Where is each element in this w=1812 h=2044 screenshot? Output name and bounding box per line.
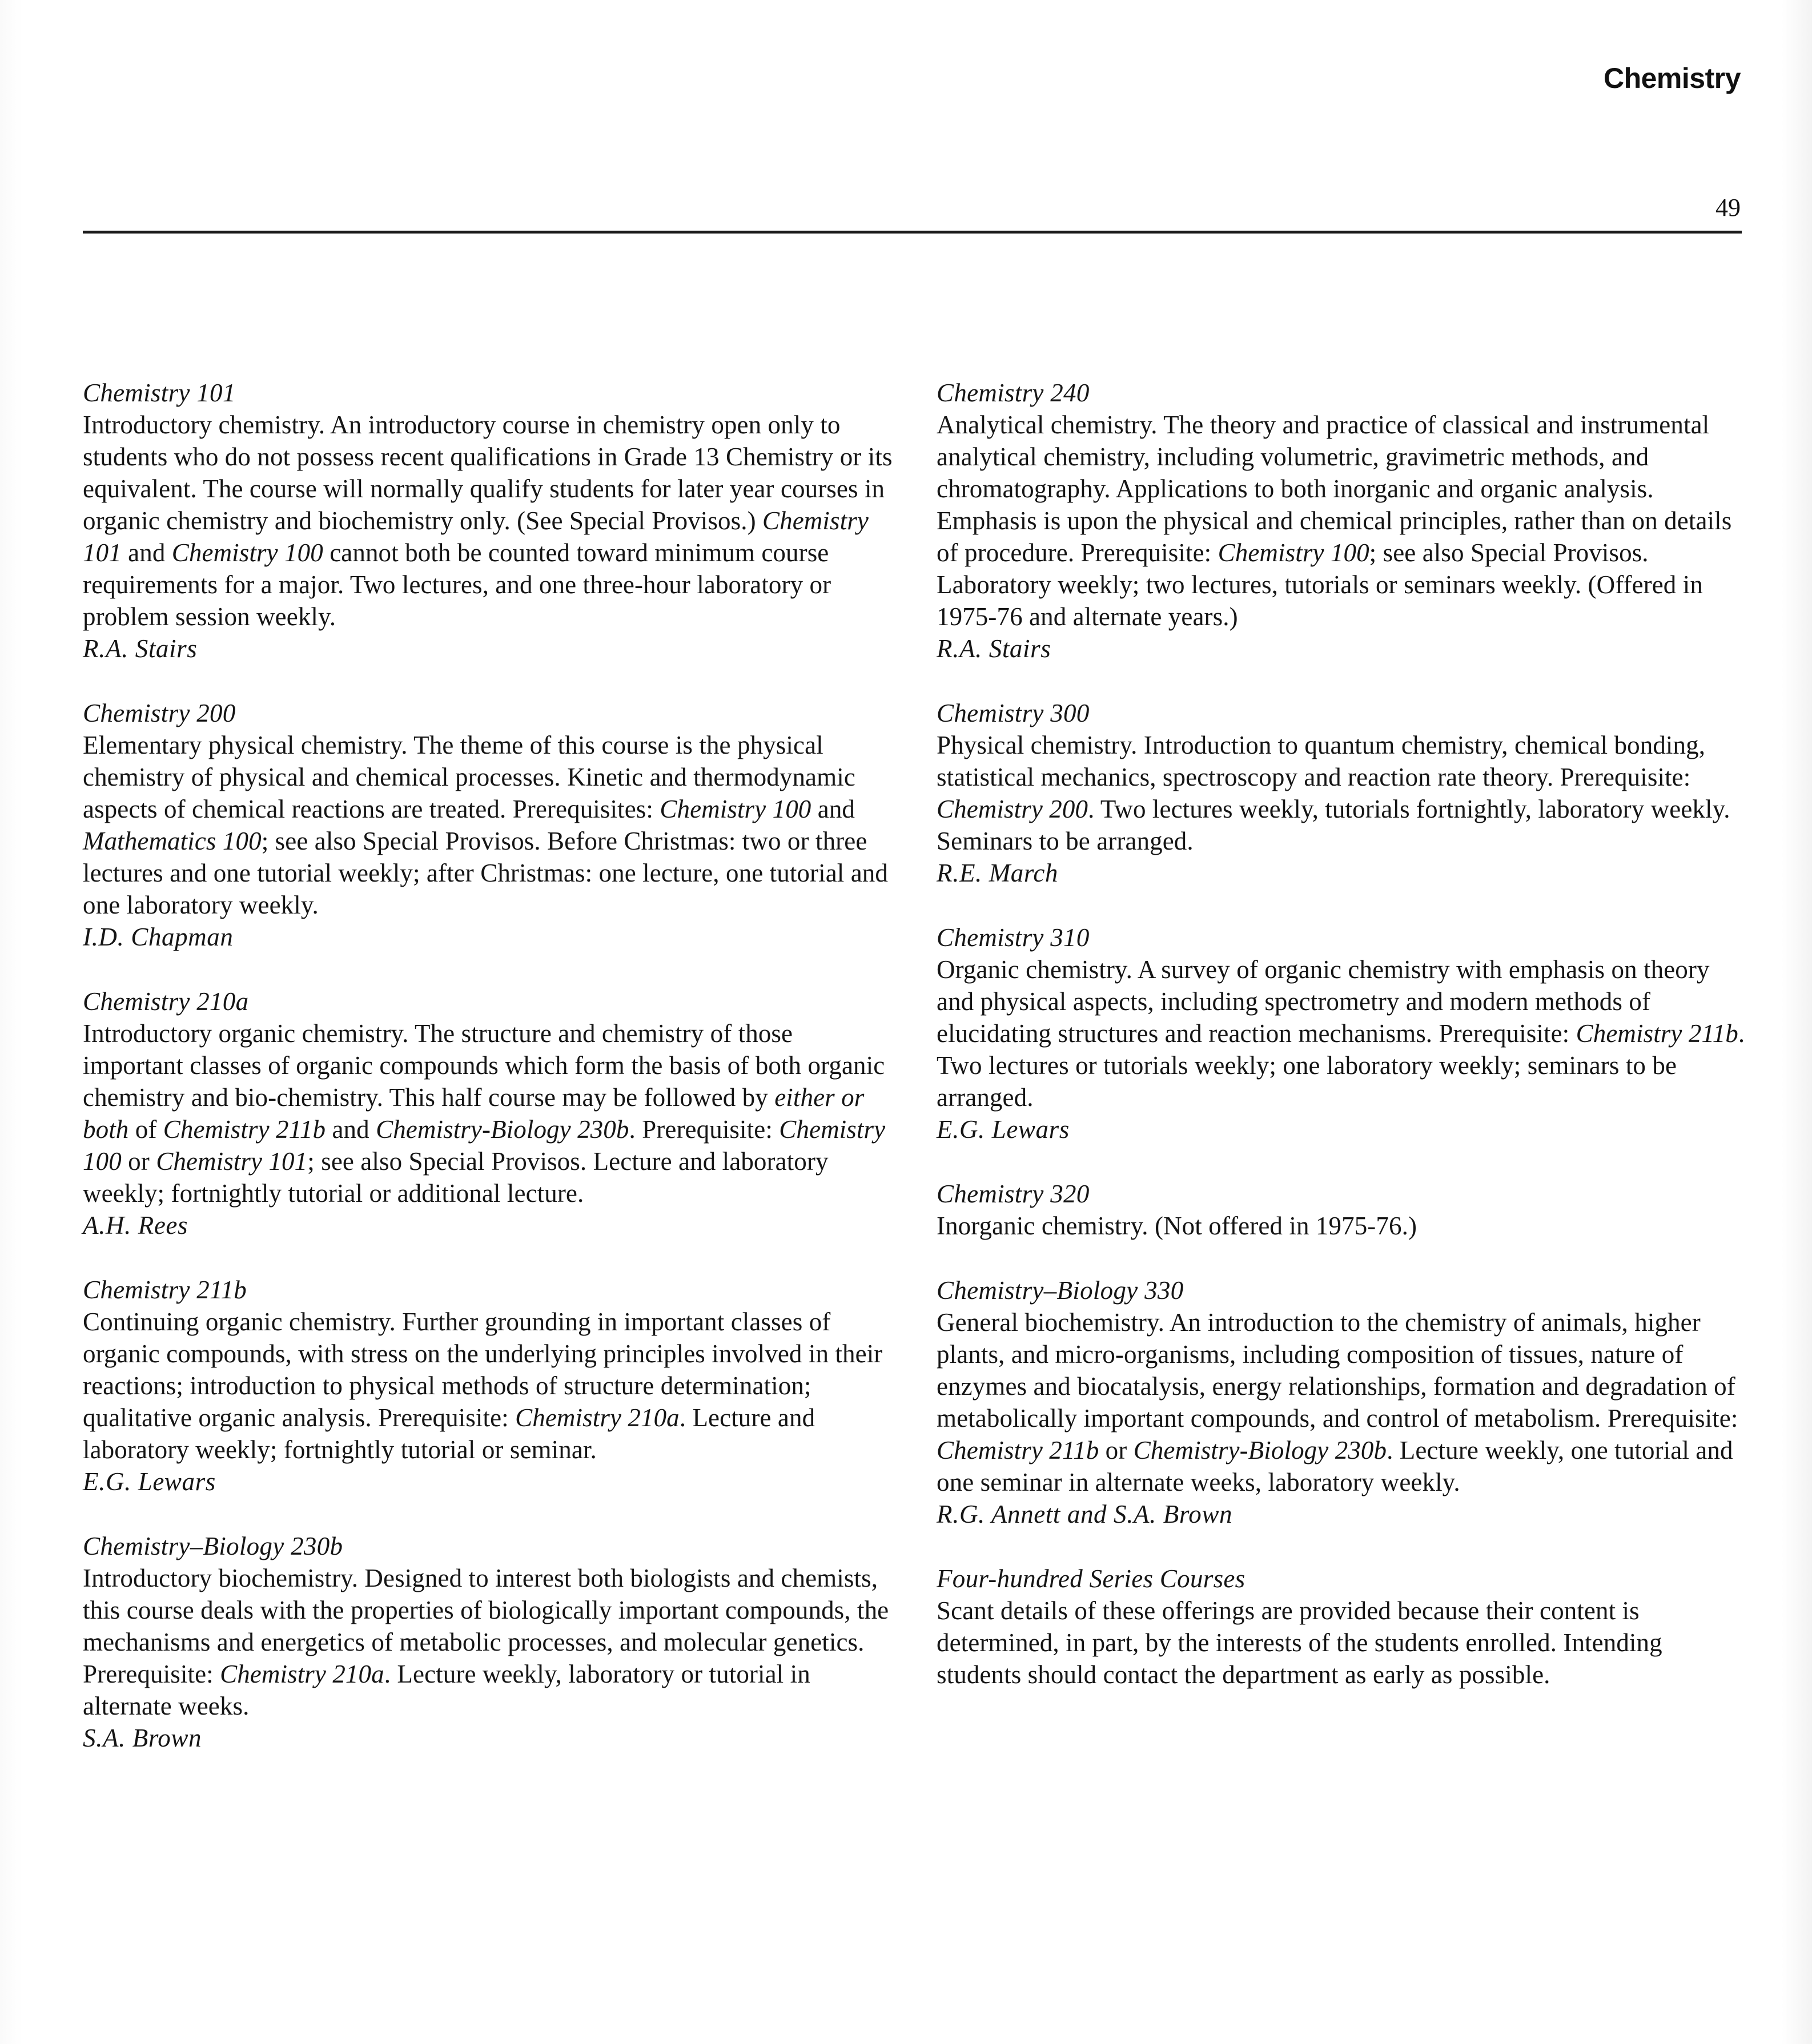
course-description (937, 1210, 1747, 1242)
description-text: Inorganic chemistry. (Not offered in 1975-76.) (937, 1212, 1417, 1240)
course-reference: Chemistry 211b (937, 1436, 1099, 1464)
right-column (937, 377, 1747, 1723)
course-reference: Chemistry 100 (83, 1115, 886, 1176)
description-text: ; see also Special Provisos. Before Christmas: two or three lectures and one tutorial weekly; after Christmas: one lecture, one tutorial and one laboratory weekly. (83, 827, 889, 919)
course-reference: Chemistry 100 (171, 538, 323, 567)
description-text: or (121, 1147, 156, 1176)
course-description (937, 1306, 1747, 1498)
course-reference: Chemistry 211b (1576, 1019, 1738, 1048)
description-text: Organic chemistry. A survey of organic chemistry with emphasis on theory and physical aspects, including spectrometry and modern methods of elucidating structures and reaction mechanisms. Prerequisite: (937, 955, 1710, 1048)
course-title: Chemistry 240 (937, 379, 1090, 407)
description-text: ; see also Special Provisos. Laboratory weekly; two lectures, tutorials or seminars weekly. (Offered in 1975-76 and alternate years.) (937, 538, 1703, 631)
course-instructor: R.A. Stairs (937, 634, 1051, 663)
description-text: Introductory biochemistry. Designed to interest both biologists and chemists, this course deals with the properties of biologically important compounds, the mechanisms and energetics of metabolic processes, and molecular genetics. Prerequisite: (83, 1564, 889, 1688)
course-title: Chemistry 200 (83, 699, 236, 727)
description-text: Introductory chemistry. An introductory course in chemistry open only to students who do not possess recent qualifications in Grade 13 Chemistry or its equivalent. The course will normally qualify students for later year courses in organic chemistry and biochemistry only. (See Special Provisos.) (83, 411, 893, 535)
description-text: Analytical chemistry. The theory and practice of classical and instrumental analytical chemistry, including volumetric, gravimetric methods, and chromatography. Applications to both inorganic and organic analysis. Emphasis is upon the physical and chemical principles, rather than on details of procedure. Prerequisite: (937, 411, 1732, 567)
description-text: . Lecture weekly, one tutorial and one seminar in alternate weeks, laboratory weekly. (937, 1436, 1733, 1496)
course-reference: Mathematics 100 (83, 827, 262, 855)
course-entry (83, 1530, 894, 1754)
course-description (83, 729, 894, 921)
course-description (83, 1306, 894, 1466)
description-text: of (128, 1115, 163, 1144)
course-instructor: E.G. Lewars (937, 1115, 1070, 1144)
course-instructor: R.A. Stairs (83, 634, 198, 663)
course-description (83, 1017, 894, 1209)
description-text: Scant details of these offerings are provided because their content is determined, in part, by the interests of the students enrolled. Intending students should contact the department as early as possible. (937, 1596, 1662, 1689)
course-reference: either or both (83, 1083, 865, 1144)
course-description (83, 409, 894, 633)
course-entry (83, 377, 894, 665)
course-description (937, 953, 1747, 1113)
course-title: Chemistry 210a (83, 987, 249, 1016)
description-text: . Prerequisite: (629, 1115, 780, 1144)
course-title: Chemistry 300 (937, 699, 1090, 727)
course-instructor: S.A. Brown (83, 1724, 202, 1752)
course-reference: Chemistry 100 (1218, 538, 1369, 567)
course-instructor: E.G. Lewars (83, 1467, 216, 1496)
description-text: Continuing organic chemistry. Further grounding in important classes of organic compounds, with stress on the underlying principles involved in their reactions; introduction to physical methods of structure determination; qualitative organic analysis. Prerequisite: (83, 1307, 883, 1432)
description-text: Elementary physical chemistry. The theme of this course is the physical chemistry of physical and chemical processes. Kinetic and thermodynamic aspects of chemical reactions are treated. Prerequisites: (83, 731, 855, 823)
course-reference: Chemistry 211b (163, 1115, 326, 1144)
course-reference: Chemistry 210a (220, 1660, 384, 1688)
course-title: Chemistry–Biology 230b (83, 1532, 343, 1560)
course-reference: Chemistry-Biology 230b (1133, 1436, 1387, 1464)
description-text: . Lecture weekly, laboratory or tutorial in alternate weeks. (83, 1660, 810, 1720)
course-title: Chemistry 320 (937, 1180, 1090, 1208)
description-text: . Two lectures weekly, tutorials fortnightly, laboratory weekly. Seminars to be arranged. (937, 795, 1730, 855)
course-reference: Chemistry 101 (83, 506, 869, 567)
course-title: Chemistry 310 (937, 923, 1090, 952)
course-instructor: R.G. Annett and S.A. Brown (937, 1500, 1233, 1528)
course-reference: Chemistry 200 (937, 795, 1088, 823)
course-title: Chemistry 211b (83, 1276, 247, 1304)
course-description (937, 1595, 1747, 1691)
course-entry (937, 377, 1747, 665)
description-text: General biochemistry. An introduction to the chemistry of animals, higher plants, and micro-organisms, including composition of tissues, nature of enzymes and biocatalysis, energy relationships, formation and degradation of metabolically important compounds, and control of metabolism. Prerequisite: (937, 1308, 1738, 1433)
description-text: . Lecture and laboratory weekly; fortnightly tutorial or seminar. (83, 1403, 815, 1464)
course-reference: Chemistry 210a (515, 1403, 680, 1432)
description-text: or (1099, 1436, 1134, 1464)
course-description (937, 409, 1747, 633)
description-text: Physical chemistry. Introduction to quantum chemistry, chemical bonding, statistical mechanics, spectroscopy and reaction rate theory. Prerequisite: (937, 731, 1706, 791)
course-entry (937, 1274, 1747, 1530)
description-text: . Two lectures or tutorials weekly; one laboratory weekly; seminars to be arranged. (937, 1019, 1745, 1112)
course-instructor: A.H. Rees (83, 1211, 188, 1240)
course-entry (83, 697, 894, 953)
course-instructor: I.D. Chapman (83, 923, 234, 951)
course-reference: Chemistry 100 (660, 795, 811, 823)
course-entry (83, 1274, 894, 1498)
course-entry (83, 985, 894, 1241)
course-description (83, 1562, 894, 1722)
course-entry (937, 1178, 1747, 1242)
header-rule (83, 231, 1742, 234)
description-text: and (326, 1115, 376, 1144)
page-number: 49 (1715, 194, 1741, 222)
course-reference: Chemistry 101 (156, 1147, 308, 1176)
course-entry (937, 1563, 1747, 1691)
running-head-title: Chemistry (1603, 62, 1741, 94)
description-text: and (811, 795, 855, 823)
course-reference: Chemistry-Biology 230b (376, 1115, 629, 1144)
course-entry (937, 697, 1747, 889)
left-column (83, 377, 894, 1787)
course-title: Chemistry 101 (83, 379, 236, 407)
course-description (937, 729, 1747, 857)
course-instructor: R.E. March (937, 859, 1059, 887)
description-text: Introductory organic chemistry. The structure and chemistry of those important classes of organic compounds which form the basis of both organic chemistry and bio-chemistry. This half course may be followed by (83, 1019, 885, 1112)
description-text: and (121, 538, 172, 567)
course-title: Four-hundred Series Courses (937, 1564, 1246, 1593)
course-title: Chemistry–Biology 330 (937, 1276, 1184, 1305)
course-entry (937, 922, 1747, 1145)
description-text: cannot both be counted toward minimum course requirements for a major. Two lectures, and one three-hour laboratory or problem session weekly. (83, 538, 831, 631)
description-text: ; see also Special Provisos. Lecture and laboratory weekly; fortnightly tutorial or additional lecture. (83, 1147, 829, 1208)
